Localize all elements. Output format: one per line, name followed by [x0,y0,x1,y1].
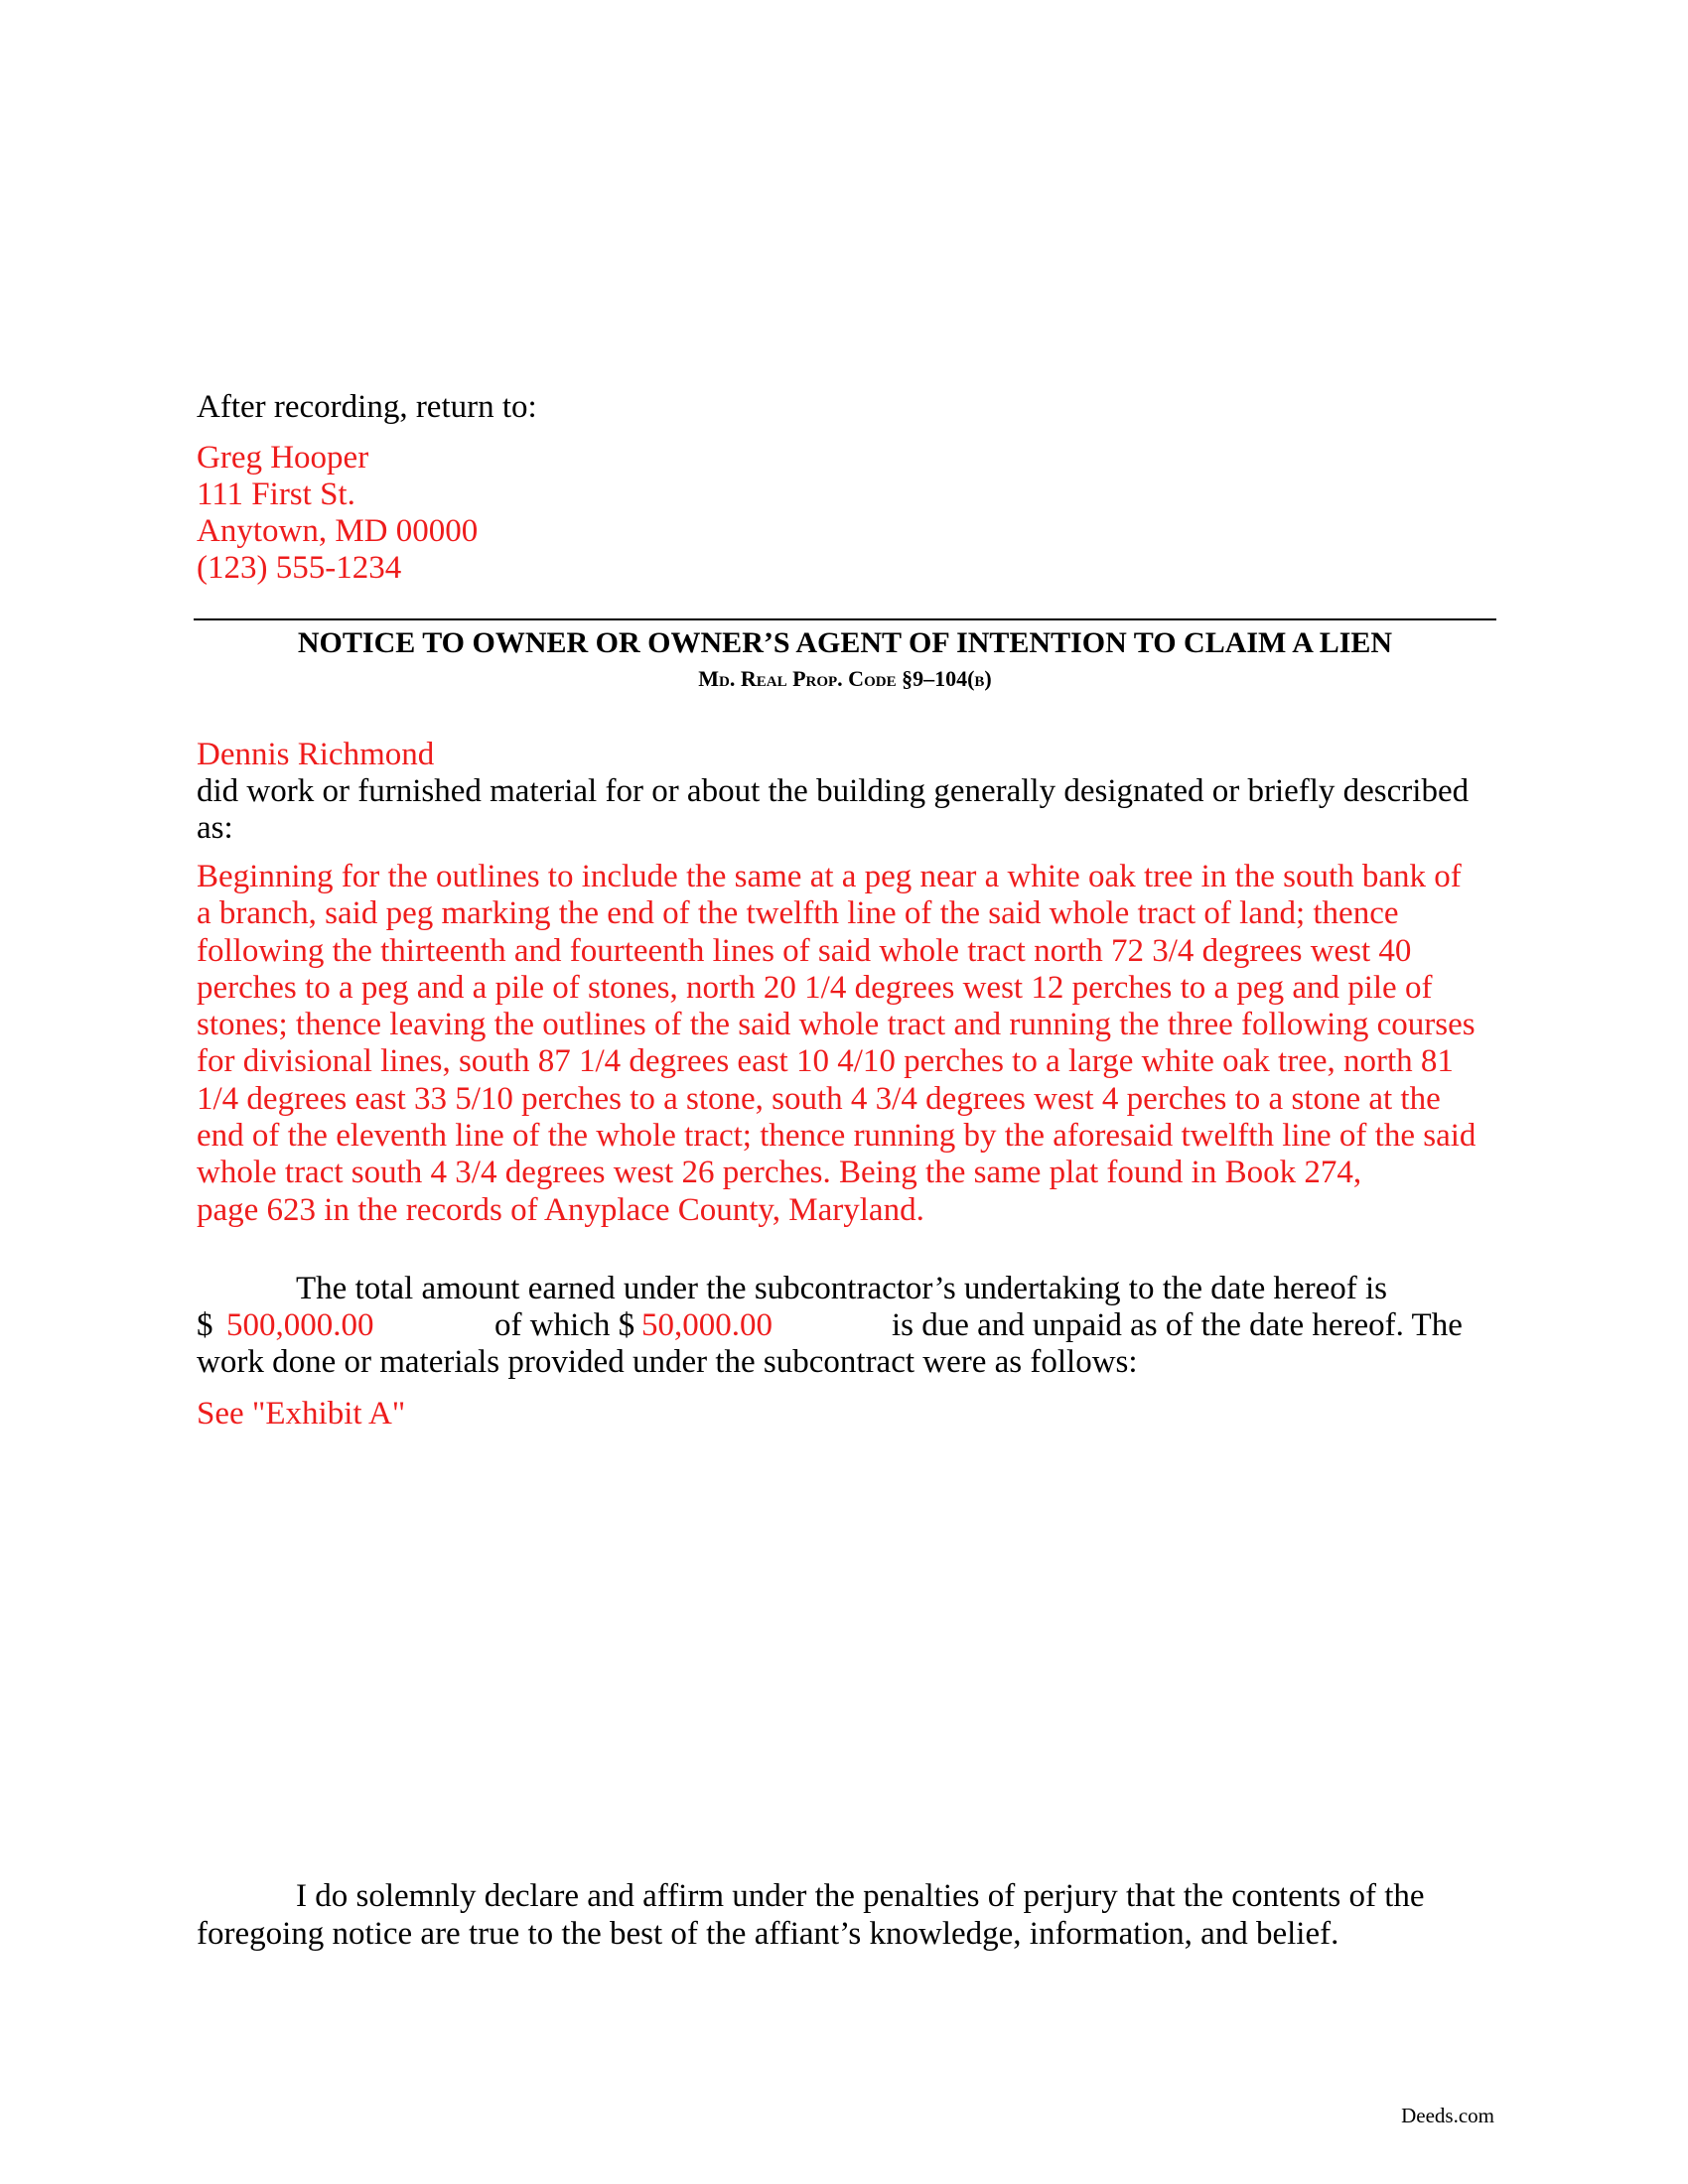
legal-description-line: perches to a peg and a pile of stones, north 20 1/4 degrees west 12 perches to a peg and pile of [197,969,1433,1006]
legal-description-line: whole tract south 4 3/4 degrees west 26 perches. Being the same plat found in Book 274, [197,1155,1362,1191]
header-divider [194,618,1496,620]
legal-description-line: for divisional lines, south 87 1/4 degrees east 10 4/10 perches to a large white oak tree, north 81 [197,1043,1454,1080]
return-address-line2: Anytown, MD 00000 [197,513,479,549]
declaration-line1: I do solemnly declare and affirm under the penalties of perjury that the contents of the [296,1878,1425,1914]
work-description [197,773,1507,847]
legal-description-line: page 623 in the records of Anyplace County, Maryland. [197,1191,924,1228]
legal-description-line: stones; thence leaving the outlines of the said whole tract and running the three following courses [197,1007,1476,1043]
legal-description-line: following the thirteenth and fourteenth lines of said whole tract north 72 3/4 degrees west 40 [197,932,1412,969]
due-unpaid-amount: 50,000.00 [641,1307,773,1343]
work-description-line2: as: [197,810,233,846]
total-earned-amount: 500,000.00 [226,1307,374,1343]
of-which-label: of which $ [494,1307,635,1343]
legal-description-line: a branch, said peg marking the end of the twelfth line of the said whole tract of land; thence [197,895,1399,932]
legal-description-line: end of the eleventh line of the whole tract; thence running by the aforesaid twelfth line of the said [197,1118,1477,1155]
amount-intro: The total amount earned under the subcontractor’s undertaking to the date hereof is [296,1271,1388,1306]
legal-description-line: 1/4 degrees east 33 5/10 perches to a stone, south 4 3/4 degrees west 4 perches to a stone at the [197,1080,1441,1117]
amount-row [197,1307,1507,1344]
notice-title: NOTICE TO OWNER OR OWNER’S AGENT OF INTENTION TO CLAIM A LIEN [297,626,1393,659]
exhibit-reference: See "Exhibit A" [197,1396,406,1432]
return-address-line1: 111 First St. [197,477,355,512]
currency-symbol: $ [197,1307,213,1343]
return-address-block [197,440,478,587]
claimant-name: Dennis Richmond [197,737,435,772]
legal-description-line: Beginning for the outlines to include the same at a peg near a white oak tree in the south bank of [197,859,1462,894]
code-reference: Md. Real Prop. Code §9–104(b) [698,666,992,691]
legal-description [197,859,1507,1229]
return-phone: (123) 555-1234 [197,550,402,586]
work-description-line1: did work or furnished material for or about the building generally designated or briefly described [197,773,1470,809]
work-provided-intro: work done or materials provided under the subcontract were as follows: [197,1344,1138,1380]
footer-brand: Deeds.com [1401,2104,1494,2127]
due-unpaid-text: is due and unpaid as of the date hereof. The [892,1307,1463,1343]
return-name: Greg Hooper [197,440,369,476]
return-label: After recording, return to: [197,389,537,425]
declaration-line2: foregoing notice are true to the best of the affiant’s knowledge, information, and belief. [197,1916,1339,1952]
